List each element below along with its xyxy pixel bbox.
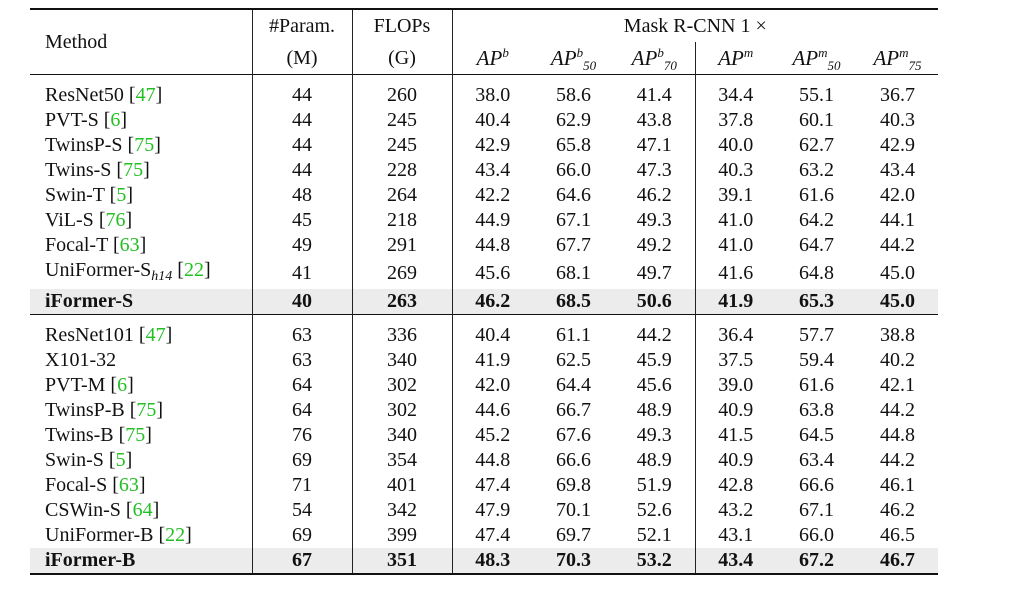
table-row [30, 348, 938, 373]
ap-m-cell: 41.0 [695, 208, 776, 233]
citation-link[interactable]: 6 [117, 374, 128, 396]
method-cell: CSWin-S [64] [45, 499, 160, 521]
ap-b70-cell: 48.9 [636, 449, 672, 471]
param-cell: 69 [252, 523, 352, 548]
ap-b50-header: $AP^b_{50}$ [550, 44, 597, 73]
ap-b50-cell: 62.5 [556, 349, 591, 371]
ap-m75-cell: 44.2 [880, 399, 915, 421]
ap-m75-cell: 42.9 [880, 134, 915, 156]
results-table [30, 8, 938, 575]
header-row-1 [30, 9, 938, 42]
param-header: #Param. [252, 9, 352, 42]
ap-m-cell: 37.5 [695, 348, 776, 373]
method-cell: TwinsP-S [75] [45, 134, 161, 156]
ap-m50-cell: 63.2 [799, 159, 834, 181]
ap-m50-cell: 59.4 [799, 349, 834, 371]
method-name: iFormer-B [45, 549, 136, 571]
ap-m50-cell: 61.6 [799, 374, 834, 396]
ap-m50-cell: 64.8 [799, 262, 834, 284]
citation-link[interactable]: 75 [125, 424, 146, 446]
ap-b70-cell: 48.9 [636, 399, 672, 421]
flops-cell: 245 [352, 108, 452, 133]
ap-m-cell: 39.0 [695, 373, 776, 398]
ap-m50-cell: 64.5 [799, 424, 834, 446]
method-name: Swin-T [45, 184, 105, 206]
flops-cell: 263 [352, 289, 452, 315]
ap-m50-cell: 67.1 [799, 499, 834, 521]
method-name: Twins-B [45, 424, 114, 446]
flops-cell: 245 [352, 133, 452, 158]
flops-cell: 302 [352, 373, 452, 398]
ap-m-cell: 43.4 [695, 548, 776, 574]
ap-m75-cell: 46.2 [880, 499, 915, 521]
method-name: Twins-S [45, 159, 112, 181]
table-row [30, 373, 938, 398]
table-row [30, 258, 938, 289]
ap-b-cell: 43.4 [452, 158, 533, 183]
ap-m-cell: 37.8 [695, 108, 776, 133]
rule-cell [352, 75, 452, 84]
ap-m-cell: 43.1 [695, 523, 776, 548]
ap-m50-cell: 63.8 [799, 399, 834, 421]
ap-b70-cell: 43.8 [636, 109, 672, 131]
table-row [30, 208, 938, 233]
param-cell: 71 [252, 473, 352, 498]
ap-b70-cell: 52.1 [636, 524, 672, 546]
citation-link[interactable]: 22 [165, 524, 186, 546]
table-row [30, 133, 938, 158]
ap-m-cell: 40.0 [695, 133, 776, 158]
flops-cell: 260 [352, 83, 452, 108]
method-cell: Swin-T [5] [45, 184, 133, 206]
table-row [30, 423, 938, 448]
ap-b50-cell: 66.7 [556, 399, 591, 421]
table-row [30, 523, 938, 548]
ap-b50-cell: 68.1 [556, 262, 591, 284]
method-name: Swin-S [45, 449, 104, 471]
ap-b70-cell: 47.3 [636, 159, 672, 181]
citation-link[interactable]: 63 [118, 474, 139, 496]
ap-m75-cell: 43.4 [880, 159, 915, 181]
param-cell: 44 [252, 108, 352, 133]
flops-cell: 399 [352, 523, 452, 548]
ap-b70-cell: 49.3 [636, 424, 672, 446]
ap-m75-cell: 45.0 [880, 262, 915, 284]
rule-cell [533, 75, 614, 84]
ap-b-cell: 48.3 [452, 548, 533, 574]
ap-b50-cell: 66.0 [556, 159, 591, 181]
method-cell [30, 548, 252, 574]
param-cell: 44 [252, 133, 352, 158]
ap-b-cell: 38.0 [452, 83, 533, 108]
method-cell: UniFormer-B [22] [45, 524, 192, 546]
flops-cell: 269 [352, 258, 452, 289]
method-name: ViL-S [45, 209, 94, 231]
ap-b-cell: 42.9 [452, 133, 533, 158]
ap-m-cell: 40.9 [695, 398, 776, 423]
highlight-row [30, 289, 938, 315]
ap-b-cell: 47.4 [452, 473, 533, 498]
ap-m75-header: $AP^m_{75}$ [873, 44, 922, 73]
ap-b50-cell: 62.9 [556, 109, 591, 131]
ap-m75-cell: 42.1 [880, 374, 915, 396]
citation-link[interactable]: 5 [115, 449, 126, 471]
ap-m50-cell: 57.7 [799, 324, 834, 346]
table-row [30, 233, 938, 258]
param-cell: 63 [252, 348, 352, 373]
method-cell: Focal-S [63] [45, 474, 146, 496]
ap-b50-cell: 67.6 [556, 424, 591, 446]
ap-m75-cell: 45.0 [857, 289, 938, 315]
ap-m-cell: 41.6 [695, 258, 776, 289]
ap-m75-cell: 44.2 [880, 234, 915, 256]
rule-cell [857, 315, 938, 324]
method-name: X101-32 [45, 349, 117, 371]
ap-b50-cell: 61.1 [556, 324, 591, 346]
ap-m50-cell: 66.6 [799, 474, 834, 496]
flops-header: FLOPs [352, 9, 452, 42]
mask-rcnn-header: Mask R-CNN 1 × [452, 9, 938, 42]
rule-cell [452, 75, 533, 84]
citation-link[interactable]: 22 [183, 259, 204, 281]
ap-m75-cell: 40.3 [880, 109, 915, 131]
ap-b50-cell: 67.7 [556, 234, 591, 256]
ap-b70-cell: 45.9 [636, 349, 672, 371]
table-row [30, 448, 938, 473]
param-cell: 64 [252, 373, 352, 398]
method-cell [30, 289, 252, 315]
ap-b70-cell: 52.6 [636, 499, 672, 521]
ap-b70-cell: 49.2 [636, 234, 672, 256]
method-header: Method [30, 9, 252, 75]
table-row [30, 183, 938, 208]
method-cell: ResNet101 [47] [45, 324, 173, 346]
ap-b-cell: 42.2 [452, 183, 533, 208]
ap-b70-cell: 49.7 [636, 262, 672, 284]
citation-link[interactable]: 47 [135, 84, 156, 106]
ap-m-cell: 36.4 [695, 323, 776, 348]
citation-link[interactable]: 76 [105, 209, 126, 231]
ap-m75-cell: 42.0 [880, 184, 915, 206]
method-cell: Swin-S [5] [45, 449, 133, 471]
method-name: iFormer-S [45, 290, 134, 312]
rule-cell [252, 315, 352, 324]
method-name: CSWin-S [45, 499, 121, 521]
param-cell: 63 [252, 323, 352, 348]
method-cell [30, 348, 252, 373]
method-cell: ViL-S [76] [45, 209, 133, 231]
ap-b50-cell: 66.6 [556, 449, 591, 471]
flops-cell: 291 [352, 233, 452, 258]
ap-m75-cell: 40.2 [880, 349, 915, 371]
param-cell: 64 [252, 398, 352, 423]
ap-b70-cell: 49.3 [636, 209, 672, 231]
ap-b-cell: 45.6 [452, 258, 533, 289]
citation-link[interactable]: 75 [134, 134, 155, 156]
rule-cell [533, 315, 614, 324]
table-row [30, 398, 938, 423]
ap-b70-cell: 44.2 [636, 324, 672, 346]
ap-b-cell: 47.4 [452, 523, 533, 548]
ap-m75-cell: 46.5 [880, 524, 915, 546]
table-row [30, 108, 938, 133]
ap-m50-cell: 64.7 [799, 234, 834, 256]
param-cell: 54 [252, 498, 352, 523]
ap-b50-cell: 65.8 [556, 134, 591, 156]
param-cell: 40 [252, 289, 352, 315]
ap-b70-cell: 53.2 [614, 548, 695, 574]
ap-m50-cell: 64.2 [799, 209, 834, 231]
ap-m75-cell: 36.7 [880, 84, 915, 106]
ap-m50-cell: 61.6 [799, 184, 834, 206]
ap-m-cell: 43.2 [695, 498, 776, 523]
flops-cell: 340 [352, 423, 452, 448]
rule-cell [695, 75, 776, 84]
method-name: PVT-S [45, 109, 99, 131]
ap-b50-cell: 69.8 [556, 474, 591, 496]
flops-cell: 354 [352, 448, 452, 473]
ap-m-cell: 41.9 [695, 289, 776, 315]
flops-cell: 228 [352, 158, 452, 183]
ap-b-cell: 44.8 [452, 448, 533, 473]
flops-cell: 342 [352, 498, 452, 523]
param-cell: 41 [252, 258, 352, 289]
method-name: TwinsP-S [45, 134, 123, 156]
citation-link[interactable]: 47 [145, 324, 166, 346]
method-name: PVT-M [45, 374, 106, 396]
ap-m50-cell: 62.7 [799, 134, 834, 156]
param-cell: 76 [252, 423, 352, 448]
ap-m75-cell: 38.8 [880, 324, 915, 346]
param-unit: (M) [252, 42, 352, 75]
ap-b50-cell: 70.1 [556, 499, 591, 521]
ap-b70-header: $AP^b_{70}$ [631, 44, 677, 73]
table-row [30, 498, 938, 523]
ap-m50-header: $AP^m_{50}$ [792, 44, 841, 73]
ap-m-cell: 41.0 [695, 233, 776, 258]
ap-b-cell: 45.2 [452, 423, 533, 448]
table-row [30, 473, 938, 498]
ap-m-header: $AP^m$ [695, 42, 776, 75]
citation-link[interactable]: 75 [136, 399, 157, 421]
ap-b-cell: 44.9 [452, 208, 533, 233]
param-cell: 69 [252, 448, 352, 473]
flops-cell: 264 [352, 183, 452, 208]
method-cell: PVT-M [6] [45, 374, 134, 396]
ap-m-cell: 40.9 [695, 448, 776, 473]
ap-m-cell: 34.4 [695, 83, 776, 108]
ap-m50-cell: 60.1 [799, 109, 834, 131]
ap-m75-cell: 44.2 [880, 449, 915, 471]
method-name: Focal-T [45, 234, 108, 256]
ap-b50-cell: 58.6 [556, 84, 591, 106]
rule-cell [857, 75, 938, 84]
ap-b70-cell: 45.6 [636, 374, 672, 396]
results-table-container [30, 8, 938, 575]
param-cell: 44 [252, 158, 352, 183]
method-name: TwinsP-B [45, 399, 125, 421]
table-row [30, 323, 938, 348]
ap-m50-cell: 63.4 [799, 449, 834, 471]
method-subscript: h14 [151, 269, 173, 284]
rule-cell [352, 315, 452, 324]
citation-link[interactable]: 6 [110, 109, 121, 131]
flops-cell: 351 [352, 548, 452, 574]
rule-cell [695, 315, 776, 324]
ap-m75-cell: 46.1 [880, 474, 915, 496]
method-cell: PVT-S [6] [45, 109, 128, 131]
param-cell: 67 [252, 548, 352, 574]
ap-b70-cell: 50.6 [614, 289, 695, 315]
rule-cell [30, 75, 252, 84]
ap-m-cell: 41.5 [695, 423, 776, 448]
ap-b-cell: 41.9 [452, 348, 533, 373]
ap-b70-cell: 46.2 [636, 184, 672, 206]
ap-b-cell: 44.8 [452, 233, 533, 258]
rule-cell [452, 315, 533, 324]
method-cell: Twins-B [75] [45, 424, 152, 446]
ap-m50-cell: 67.2 [776, 548, 857, 574]
ap-b50-cell: 70.3 [533, 548, 614, 574]
flops-cell: 401 [352, 473, 452, 498]
ap-b-header: $AP^b$ [452, 42, 533, 75]
method-name: ResNet50 [45, 84, 124, 106]
ap-m50-cell: 55.1 [799, 84, 834, 106]
ap-m50-cell: 65.3 [776, 289, 857, 315]
ap-m-cell: 40.3 [695, 158, 776, 183]
param-cell: 45 [252, 208, 352, 233]
ap-b70-cell: 47.1 [636, 134, 672, 156]
method-cell: ResNet50 [47] [45, 84, 163, 106]
ap-b-cell: 42.0 [452, 373, 533, 398]
method-name: UniFormer-B [45, 524, 154, 546]
ap-b50-cell: 69.7 [556, 524, 591, 546]
citation-link[interactable]: 5 [116, 184, 127, 206]
ap-b50-cell: 64.4 [556, 374, 591, 396]
rule-cell [776, 75, 857, 84]
flops-cell: 302 [352, 398, 452, 423]
flops-unit: (G) [352, 42, 452, 75]
param-cell: 44 [252, 83, 352, 108]
method-cell: Twins-S [75] [45, 159, 150, 181]
flops-cell: 340 [352, 348, 452, 373]
method-cell: TwinsP-B [75] [45, 399, 164, 421]
flops-cell: 218 [352, 208, 452, 233]
rule-cell [614, 315, 695, 324]
ap-b70-cell: 41.4 [636, 84, 672, 106]
flops-cell: 336 [352, 323, 452, 348]
method-name: UniFormer-S [45, 259, 152, 281]
rule-cell [30, 315, 252, 324]
ap-b50-cell: 64.6 [556, 184, 591, 206]
ap-b-cell: 44.6 [452, 398, 533, 423]
citation-link[interactable]: 75 [123, 159, 144, 181]
method-cell: UniFormer-$S_{h14}$ [22] [45, 259, 211, 284]
ap-m75-cell: 44.8 [880, 424, 915, 446]
ap-b-cell: 40.4 [452, 108, 533, 133]
ap-m-cell: 39.1 [695, 183, 776, 208]
ap-m50-cell: 66.0 [799, 524, 834, 546]
ap-b-cell: 40.4 [452, 323, 533, 348]
rule-cell [614, 75, 695, 84]
ap-m75-cell: 44.1 [880, 209, 915, 231]
param-cell: 48 [252, 183, 352, 208]
rule-cell [776, 315, 857, 324]
method-cell: Focal-T [63] [45, 234, 147, 256]
citation-link[interactable]: 64 [132, 499, 153, 521]
ap-m75-cell: 46.7 [857, 548, 938, 574]
ap-b50-cell: 67.1 [556, 209, 591, 231]
method-name: Focal-S [45, 474, 108, 496]
ap-m-cell: 42.8 [695, 473, 776, 498]
ap-b-cell: 47.9 [452, 498, 533, 523]
ap-b50-cell: 68.5 [533, 289, 614, 315]
ap-b70-cell: 51.9 [636, 474, 672, 496]
ap-b-cell: 46.2 [452, 289, 533, 315]
method-name: ResNet101 [45, 324, 134, 346]
citation-link[interactable]: 63 [119, 234, 140, 256]
table-row [30, 83, 938, 108]
rule-cell [252, 75, 352, 84]
highlight-row [30, 548, 938, 574]
table-row [30, 158, 938, 183]
param-cell: 49 [252, 233, 352, 258]
